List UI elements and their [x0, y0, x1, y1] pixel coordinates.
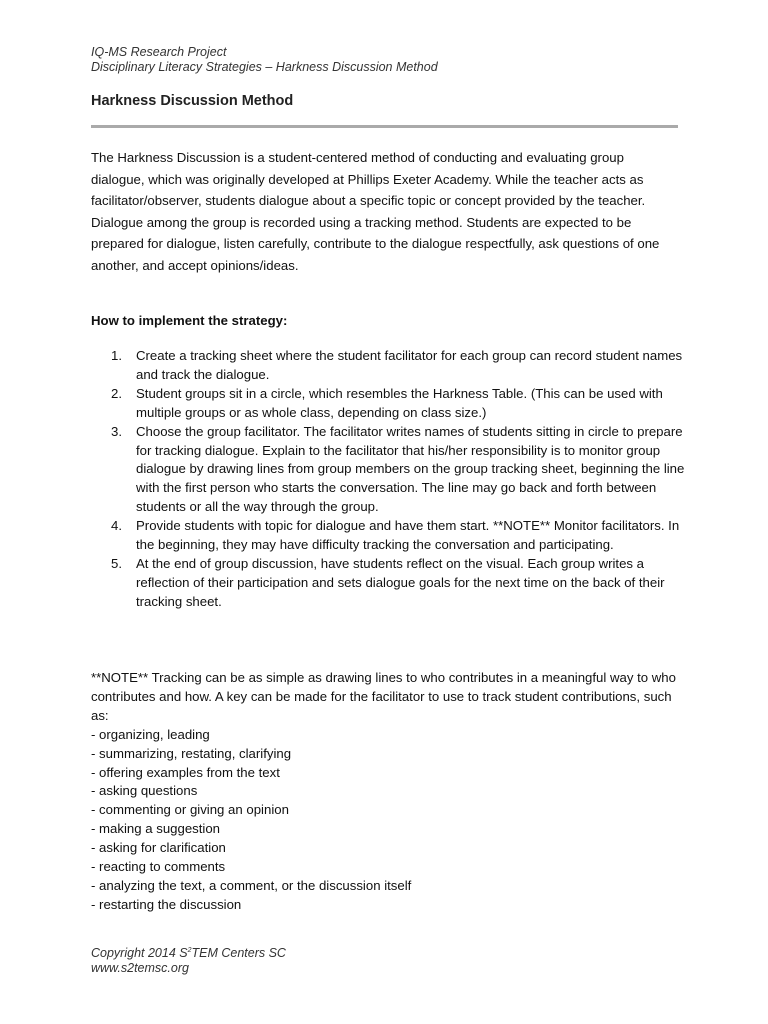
header-project: IQ-MS Research Project	[91, 45, 227, 59]
step-number: 2.	[111, 385, 122, 401]
page-title: Harkness Discussion Method	[91, 93, 294, 109]
key-item: - reacting to comments	[91, 859, 226, 875]
key-item: - organizing, leading	[91, 726, 210, 742]
copyright-line: Copyright 2014 $S^2TEM$ Centers SC	[91, 946, 286, 960]
step-text: Student groups sit in a circle, which resembles the Harkness Table. (This can be used with multiple groups or as whole class, depending on class size.)	[136, 385, 663, 420]
step-number: 5.	[111, 555, 122, 571]
title-divider	[91, 125, 678, 128]
key-item: - analyzing the text, a comment, or the discussion itself	[91, 877, 412, 893]
step-text: At the end of group discussion, have students reflect on the visual. Each group writes a reflection of their participation and sets dialogue goals for the next time on the back of their tracking sheet.	[136, 555, 665, 609]
intro-paragraph: The Harkness Discussion is a student-centered method of conducting and evaluating group dialogue, which was originally developed at Phillips Exeter Academy. While the teacher acts as facilitator/observer, students dialogue about a specific topic or concept provided by the teacher. Dialogue among the group is recorded using a tracking method. Students are expected to be prepared for dialogue, listen carefully, contribute to the dialogue respectfully, ask questions of one another, and accept opinions/ideas.	[91, 150, 660, 273]
howto-heading: How to implement the strategy:	[91, 313, 288, 328]
step-item	[91, 347, 686, 385]
running-header	[91, 45, 438, 75]
key-item: - asking questions	[91, 783, 198, 799]
key-item: - summarizing, restating, clarifying	[91, 745, 292, 761]
key-item: - asking for clarification	[91, 840, 226, 856]
step-item	[91, 555, 686, 612]
step-text: Provide students with topic for dialogue and have them start. **NOTE** Monitor facilitators. In the beginning, they may have difficulty tracking the conversation and participating.	[136, 518, 680, 553]
step-item	[91, 385, 686, 423]
page-footer	[91, 946, 286, 976]
step-number: 3.	[111, 423, 122, 439]
key-item: - offering examples from the text	[91, 764, 280, 780]
step-item	[91, 423, 686, 518]
steps-list	[91, 347, 686, 612]
header-subtitle: Disciplinary Literacy Strategies – Harkness Discussion Method	[91, 60, 438, 74]
footer-url: www.s2temsc.org	[91, 961, 189, 975]
step-number: 1.	[111, 348, 122, 363]
note-section	[91, 669, 691, 915]
step-number: 4.	[111, 518, 122, 534]
step-item	[91, 517, 686, 555]
key-item: - commenting or giving an opinion	[91, 802, 289, 818]
note-text: **NOTE** Tracking can be as simple as drawing lines to who contributes in a meaningful way to who contributes and how. A key can be made for the facilitator to use to track student contributions, such as:	[91, 670, 676, 723]
contribution-key-list	[91, 726, 691, 915]
step-text: Choose the group facilitator. The facilitator writes names of students sitting in circle to prepare for tracking dialogue. Explain to the facilitator that his/her responsibility is to monitor group dialogue by drawing lines from group members on the group tracking sheet, beginning the line with the first person who starts the conversation. The line may go back and forth between students or all the way through the group.	[136, 423, 685, 515]
key-item: - restarting the discussion	[91, 896, 242, 912]
key-item: - making a suggestion	[91, 821, 221, 837]
step-text: Create a tracking sheet where the student facilitator for each group can record student names and track the dialogue.	[136, 348, 683, 382]
